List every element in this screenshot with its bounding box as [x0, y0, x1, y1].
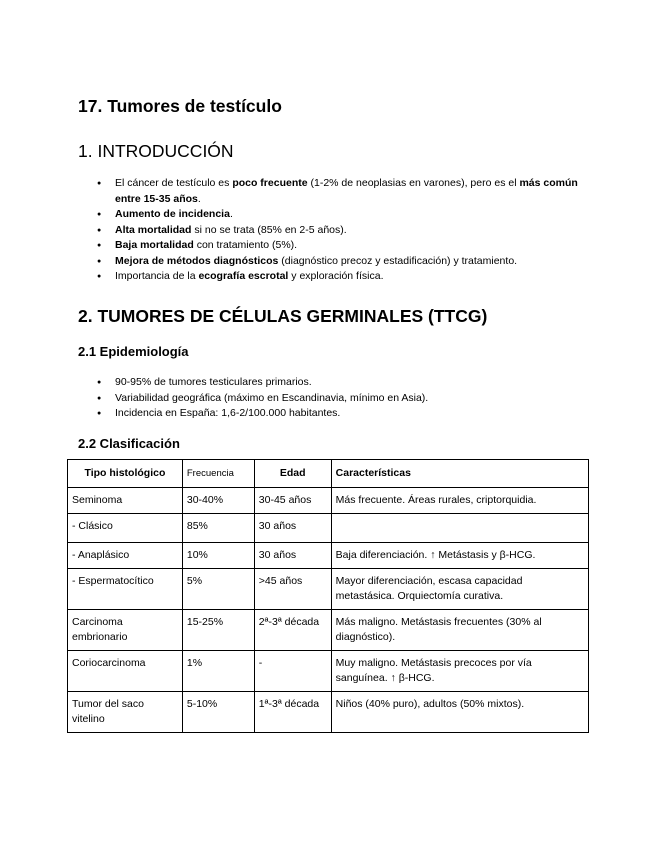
table-row	[68, 514, 589, 543]
table-cell: - Espermatocítico	[68, 569, 183, 610]
list-item: ● Importancia de la ecografía escrotal y exploración física.	[97, 269, 587, 285]
table-cell: 15-25%	[182, 610, 254, 651]
table-cell: 30-45 años	[254, 488, 331, 514]
list-item: ● Baja mortalidad con tratamiento (5%).	[97, 238, 587, 254]
table-row	[68, 543, 589, 569]
table-cell: Muy maligno. Metástasis precoces por vía sanguínea. ↑ β-HCG.	[331, 651, 588, 692]
table-cell: Coriocarcinoma	[68, 651, 183, 692]
list-item: ● Incidencia en España: 1,6-2/100.000 habitantes.	[97, 406, 587, 422]
table-cell: Baja diferenciación. ↑ Metástasis y β-HCG.	[331, 543, 588, 569]
table-cell: >45 años	[254, 569, 331, 610]
table-cell: -	[254, 651, 331, 692]
document-title: 17. Tumores de testículo	[78, 96, 282, 116]
table-cell: - Anaplásico	[68, 543, 183, 569]
table-cell: Seminoma	[68, 488, 183, 514]
subsection-heading-clasificacion: 2.2 Clasificación	[78, 436, 180, 451]
table-cell: 5%	[182, 569, 254, 610]
table-cell: 30 años	[254, 543, 331, 569]
column-header-edad: Edad	[254, 460, 331, 488]
table-cell: 2ª-3ª década	[254, 610, 331, 651]
table-cell: 10%	[182, 543, 254, 569]
table-cell: - Clásico	[68, 514, 183, 543]
table-cell	[331, 514, 588, 543]
table-cell: Mayor diferenciación, escasa capacidad metastásica. Orquiectomía curativa.	[331, 569, 588, 610]
classification-table	[67, 459, 589, 733]
table-cell: 30 años	[254, 514, 331, 543]
column-header-tipo: Tipo histológico	[68, 460, 183, 488]
table-cell: Más maligno. Metástasis frecuentes (30% al diagnóstico).	[331, 610, 588, 651]
intro-bullet-list	[97, 176, 587, 285]
table-cell: Niños (40% puro), adultos (50% mixtos).	[331, 692, 588, 733]
table-header-row	[68, 460, 589, 488]
list-item: ● El cáncer de testículo es poco frecuente (1-2% de neoplasias en varones), pero es el más común entre 15-35 años.	[97, 176, 587, 207]
table-cell: 5-10%	[182, 692, 254, 733]
table-cell: 85%	[182, 514, 254, 543]
table-cell: Más frecuente. Áreas rurales, criptorquidia.	[331, 488, 588, 514]
section-heading-introduccion: 1. INTRODUCCIÓN	[78, 141, 234, 161]
table-row	[68, 651, 589, 692]
table-cell: 1ª-3ª década	[254, 692, 331, 733]
table-row	[68, 610, 589, 651]
list-item: ● Alta mortalidad si no se trata (85% en 2-5 años).	[97, 223, 587, 239]
section-heading-ttcg: 2. TUMORES DE CÉLULAS GERMINALES (TTCG)	[78, 306, 488, 326]
table-cell: Tumor del saco vitelino	[68, 692, 183, 733]
table-cell: 30-40%	[182, 488, 254, 514]
column-header-caracteristicas: Características	[331, 460, 588, 488]
list-item: ● Variabilidad geográfica (máximo en Escandinavia, mínimo en Asia).	[97, 391, 587, 407]
list-item: ● Mejora de métodos diagnósticos (diagnóstico precoz y estadificación) y tratamiento.	[97, 254, 587, 270]
epidemiology-bullet-list	[97, 375, 587, 422]
table-row	[68, 569, 589, 610]
list-item: ● 90-95% de tumores testiculares primarios.	[97, 375, 587, 391]
table-cell: 1%	[182, 651, 254, 692]
table-row	[68, 488, 589, 514]
list-item: ● Aumento de incidencia.	[97, 207, 587, 223]
table-cell: Carcinoma embrionario	[68, 610, 183, 651]
subsection-heading-epidemiologia: 2.1 Epidemiología	[78, 344, 189, 359]
table-row	[68, 692, 589, 733]
column-header-frecuencia: Frecuencia	[182, 460, 254, 488]
